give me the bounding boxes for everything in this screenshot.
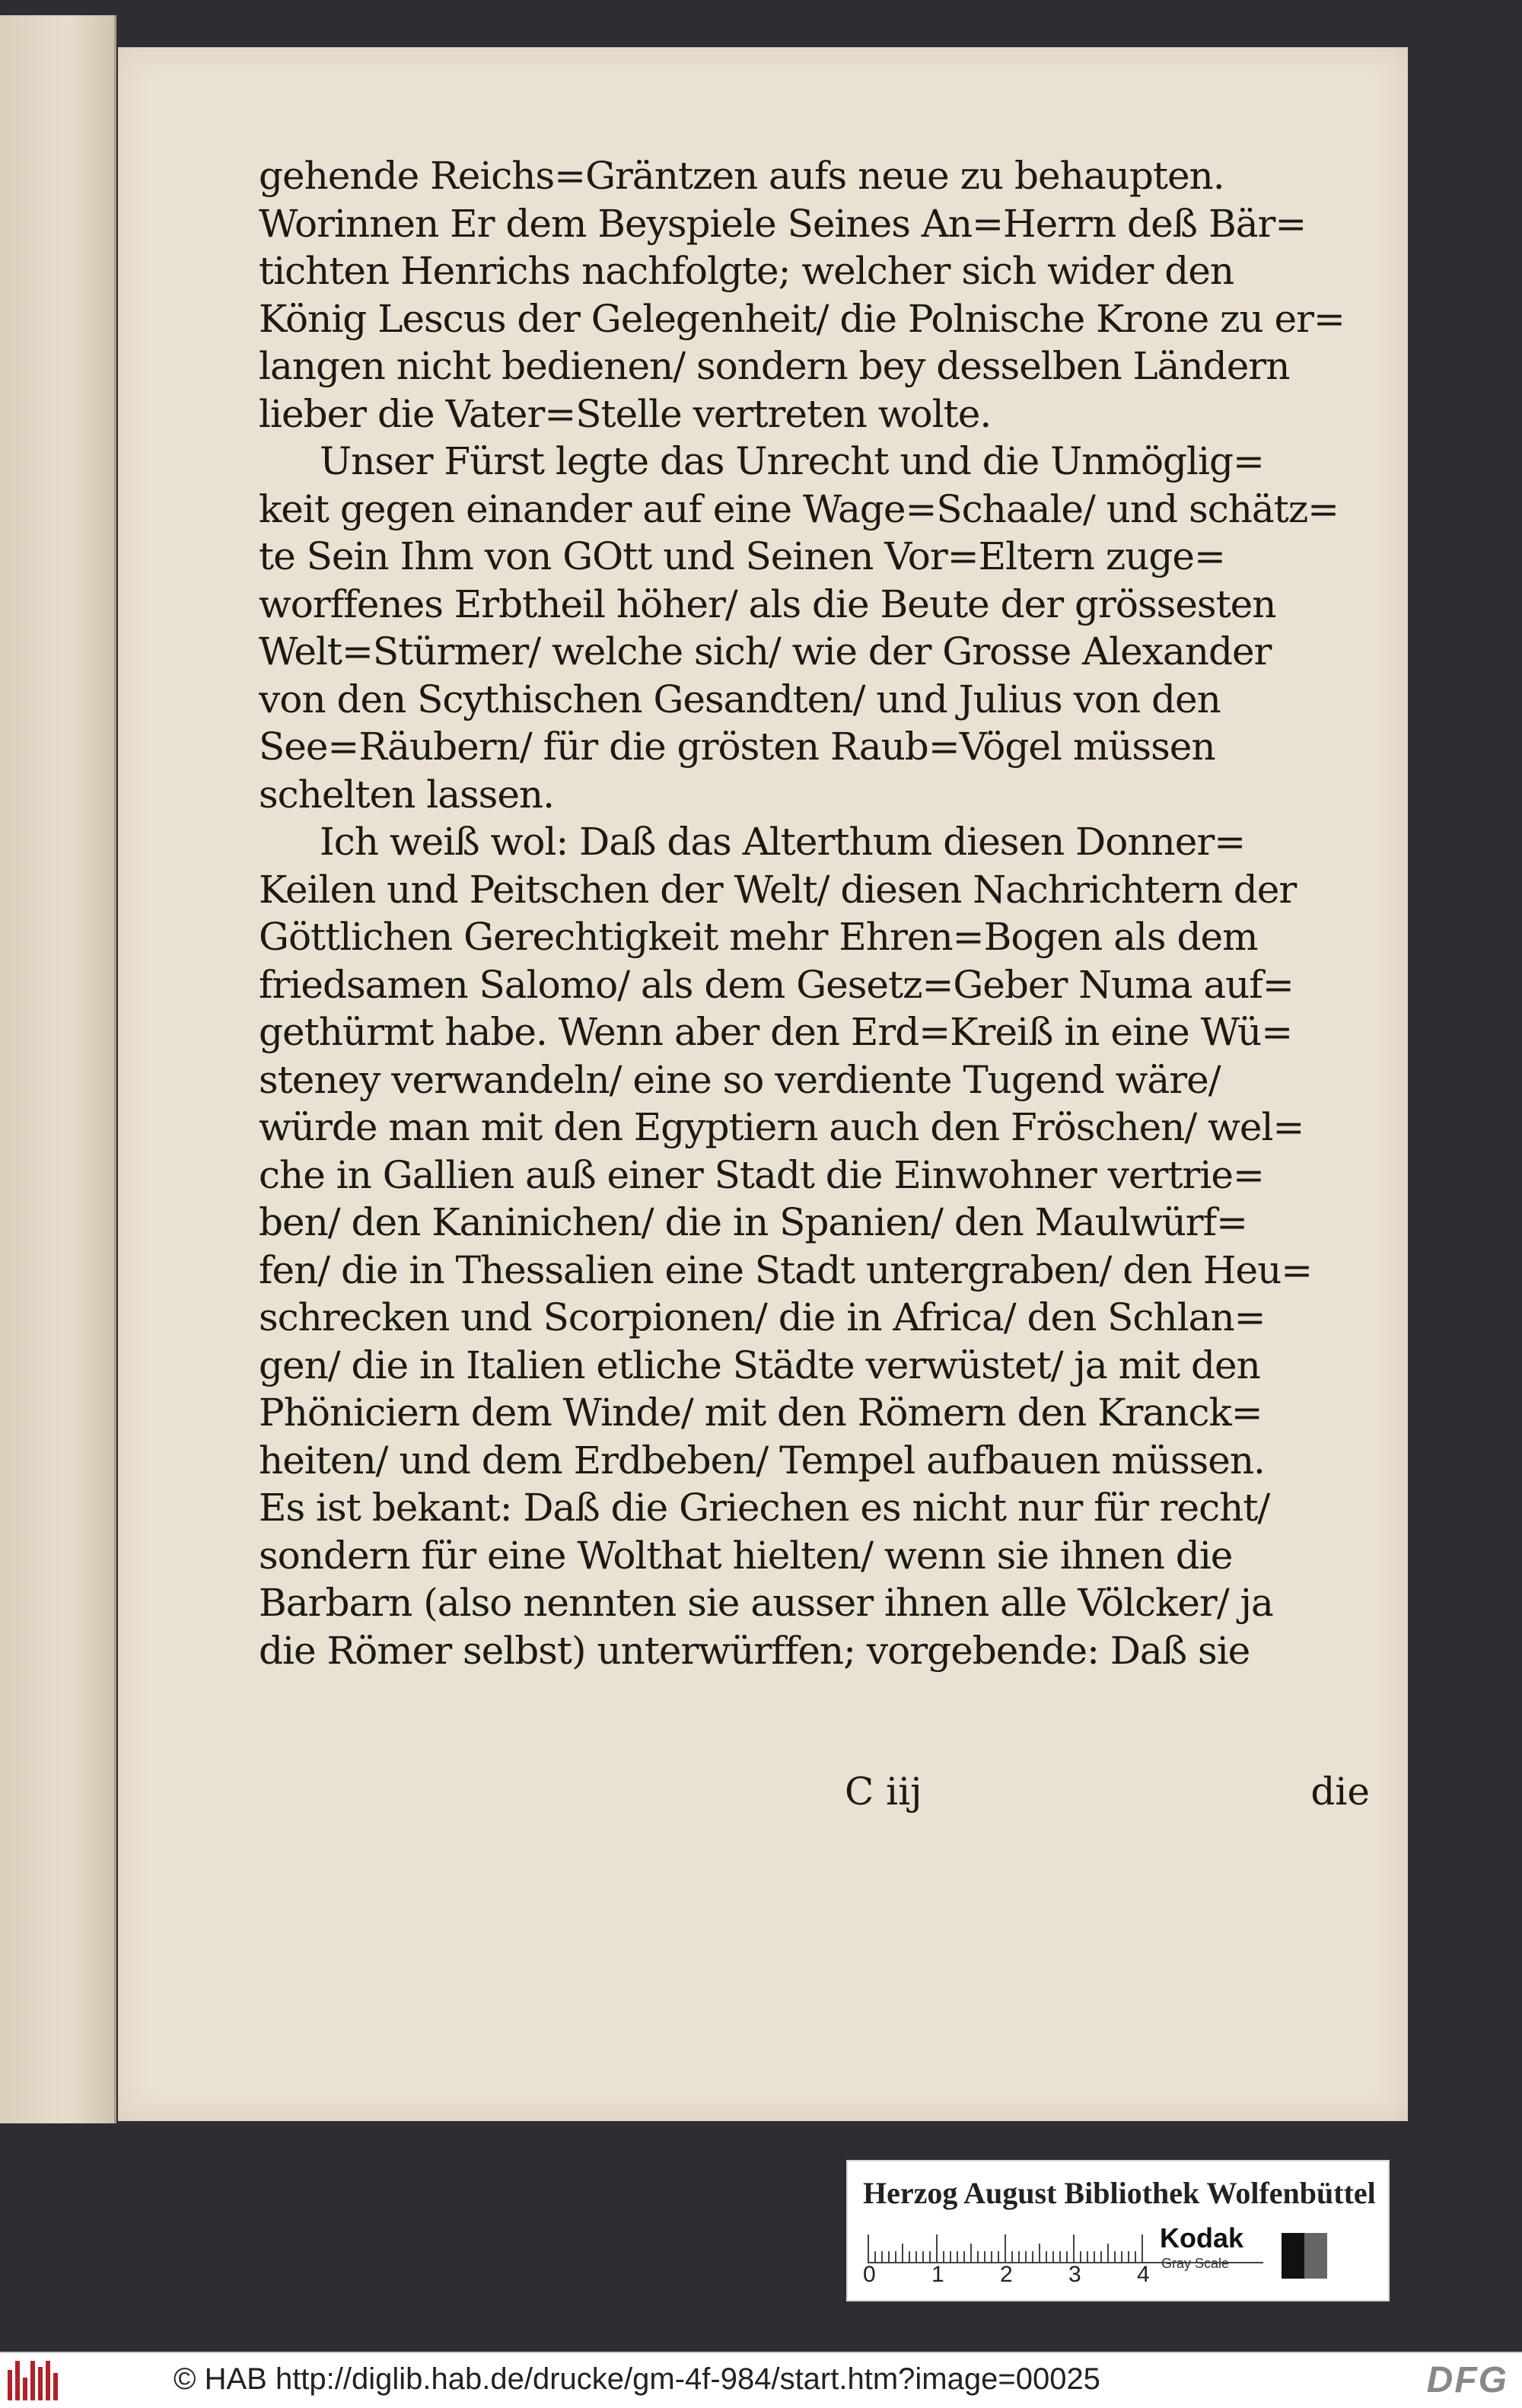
ruler-tick	[881, 2251, 883, 2262]
ruler-tick	[970, 2244, 972, 2262]
copyright-url-link[interactable]: © HAB http://diglib.hab.de/drucke/gm-4f-984/start.htm?image=00025	[174, 2362, 1100, 2396]
text-line: fen/ die in Thessalien eine Stadt untergraben/ den Heu=	[259, 1247, 1313, 1292]
text-line: che in Gallien auß einer Stadt die Einwohner vertrie=	[259, 1152, 1264, 1197]
body-text	[259, 152, 1370, 1674]
ruler-tick	[1107, 2244, 1109, 2262]
target-title: Herzog August Bibliothek Wolfenbüttel	[863, 2176, 1376, 2210]
ruler-tick	[977, 2251, 979, 2262]
text-line: te Sein Ihm von GOtt und Seinen Vor=Eltern zuge=	[259, 534, 1225, 578]
text-line: gen/ die in Italien etliche Städte verwüstet/ ja mit den	[259, 1343, 1260, 1387]
ruler-tick	[943, 2251, 944, 2262]
swatch-black	[1282, 2233, 1304, 2279]
ruler-tick	[1142, 2234, 1143, 2262]
ruler-tick	[1025, 2251, 1027, 2262]
ruler-tick	[909, 2251, 910, 2262]
text-line: ben/ den Kaninichen/ die in Spanien/ den Maulwürf=	[259, 1200, 1248, 1244]
barcode-icon	[8, 2361, 61, 2400]
ruler-number: 2	[1000, 2262, 1013, 2287]
ruler-tick	[936, 2234, 938, 2262]
ruler-tick	[902, 2244, 903, 2262]
ruler-tick	[1080, 2251, 1081, 2262]
text-line: keit gegen einander auf eine Wage=Schaale/ und schätz=	[259, 486, 1339, 531]
text-line: Welt=Stürmer/ welche sich/ wie der Grosse Alexander	[259, 629, 1272, 674]
text-line: Phöniciern dem Winde/ mit den Römern den Kranck=	[259, 1390, 1262, 1435]
ruler-tick	[1121, 2251, 1122, 2262]
ruler-tick	[1011, 2251, 1013, 2262]
text-line: friedsamen Salomo/ als dem Gesetz=Geber Numa auf=	[259, 962, 1294, 1007]
ruler-tick	[963, 2251, 965, 2262]
ruler-number: 3	[1068, 2262, 1081, 2287]
text-line: Worinnen Er dem Beyspiele Seines An=Herrn deß Bär=	[259, 201, 1307, 246]
page-footer	[259, 1769, 1370, 1823]
text-line: sondern für eine Wolthat hielten/ wenn sie ihnen die	[259, 1533, 1233, 1578]
gray-swatches	[1282, 2233, 1327, 2279]
text-line: Unser Fürst legte das Unrecht und die Unmöglig=	[320, 439, 1264, 483]
ruler-number: 1	[931, 2262, 944, 2287]
text-line: Göttlichen Gerechtigkeit mehr Ehren=Bogen als dem	[259, 915, 1258, 959]
text-line: Ich weiß wol: Daß das Alterthum diesen Donner=	[320, 820, 1246, 864]
ruler-tick	[1046, 2251, 1047, 2262]
gray-scale-label: Gray Scale	[1161, 2256, 1230, 2271]
ruler-tick	[922, 2251, 924, 2262]
ruler-tick	[1135, 2251, 1136, 2262]
ruler-tick	[868, 2234, 869, 2262]
swatch-gray	[1304, 2233, 1327, 2279]
ruler-tick	[950, 2251, 951, 2262]
ruler-tick	[1087, 2251, 1088, 2262]
ruler-tick	[1018, 2251, 1020, 2262]
text-line: Barbarn (also nennten sie ausser ihnen alle Völcker/ ja	[259, 1581, 1273, 1625]
ruler-tick	[1005, 2234, 1006, 2262]
ruler-tick	[888, 2251, 890, 2262]
text-line: tichten Henrichs nachfolgte; welcher sich wider den	[259, 249, 1234, 293]
ruler-tick	[1073, 2234, 1075, 2262]
ruler-tick	[1032, 2251, 1033, 2262]
signature-mark: C iij	[845, 1769, 922, 1814]
text-line: See=Räubern/ für die grösten Raub=Vögel müssen	[259, 725, 1215, 769]
ruler-tick	[957, 2251, 958, 2262]
ruler-tick	[1114, 2251, 1116, 2262]
text-line: König Lescus der Gelegenheit/ die Polnische Krone zu er=	[259, 296, 1345, 341]
text-line: steney verwandeln/ eine so verdiente Tugend wäre/	[259, 1057, 1221, 1102]
ruler-tick	[991, 2251, 992, 2262]
text-line: Es ist bekant: Daß die Griechen es nicht nur für recht/	[259, 1486, 1270, 1530]
ruler-tick	[1128, 2251, 1129, 2262]
dfg-logo: DFG	[1426, 2360, 1508, 2400]
ruler-tick	[1039, 2244, 1040, 2262]
ruler-tick	[1052, 2251, 1054, 2262]
text-line: schelten lassen.	[259, 772, 555, 817]
left-page-edge	[0, 15, 116, 2123]
text-line: gehende Reichs=Gräntzen aufs neue zu behaupten.	[259, 154, 1224, 198]
ruler-tick	[1066, 2251, 1068, 2262]
ruler-tick	[895, 2251, 896, 2262]
text-line: heiten/ und dem Erdbeben/ Tempel aufbauen müssen.	[259, 1438, 1265, 1483]
text-line: Keilen und Peitschen der Welt/ diesen Nachrichtern der	[259, 867, 1297, 912]
text-line: von den Scythischen Gesandten/ und Julius von den	[259, 677, 1221, 721]
ruler-tick	[998, 2251, 999, 2262]
ruler-tick	[1059, 2251, 1061, 2262]
viewer-footer-bar	[0, 2352, 1522, 2408]
ruler-tick	[929, 2251, 931, 2262]
ruler-tick	[874, 2251, 876, 2262]
text-line: gethürmt habe. Wenn aber den Erd=Kreiß in eine Wü=	[259, 1010, 1293, 1054]
text-line: schrecken und Scorpionen/ die in Africa/ den Schlan=	[259, 1295, 1266, 1339]
text-line: würde man mit den Egyptiern auch den Fröschen/ wel=	[259, 1105, 1304, 1149]
catchword: die	[1310, 1769, 1370, 1814]
ruler-tick	[1094, 2251, 1095, 2262]
text-line: lieber die Vater=Stelle vertreten wolte.	[259, 391, 992, 436]
ruler-tick	[1100, 2251, 1102, 2262]
color-target-card	[846, 2160, 1390, 2301]
text-line: langen nicht bedienen/ sondern bey desselben Ländern	[259, 344, 1290, 388]
ruler-number: 4	[1137, 2262, 1150, 2287]
ruler-number: 0	[863, 2262, 876, 2287]
text-line: die Römer selbst) unterwürffen; vorgebende: Daß sie	[259, 1628, 1250, 1673]
kodak-logo: Kodak	[1160, 2222, 1244, 2254]
ruler-tick	[984, 2251, 985, 2262]
text-line: worffenes Erbtheil höher/ als die Beute der grössesten	[259, 581, 1276, 626]
ruler-tick	[915, 2251, 917, 2262]
